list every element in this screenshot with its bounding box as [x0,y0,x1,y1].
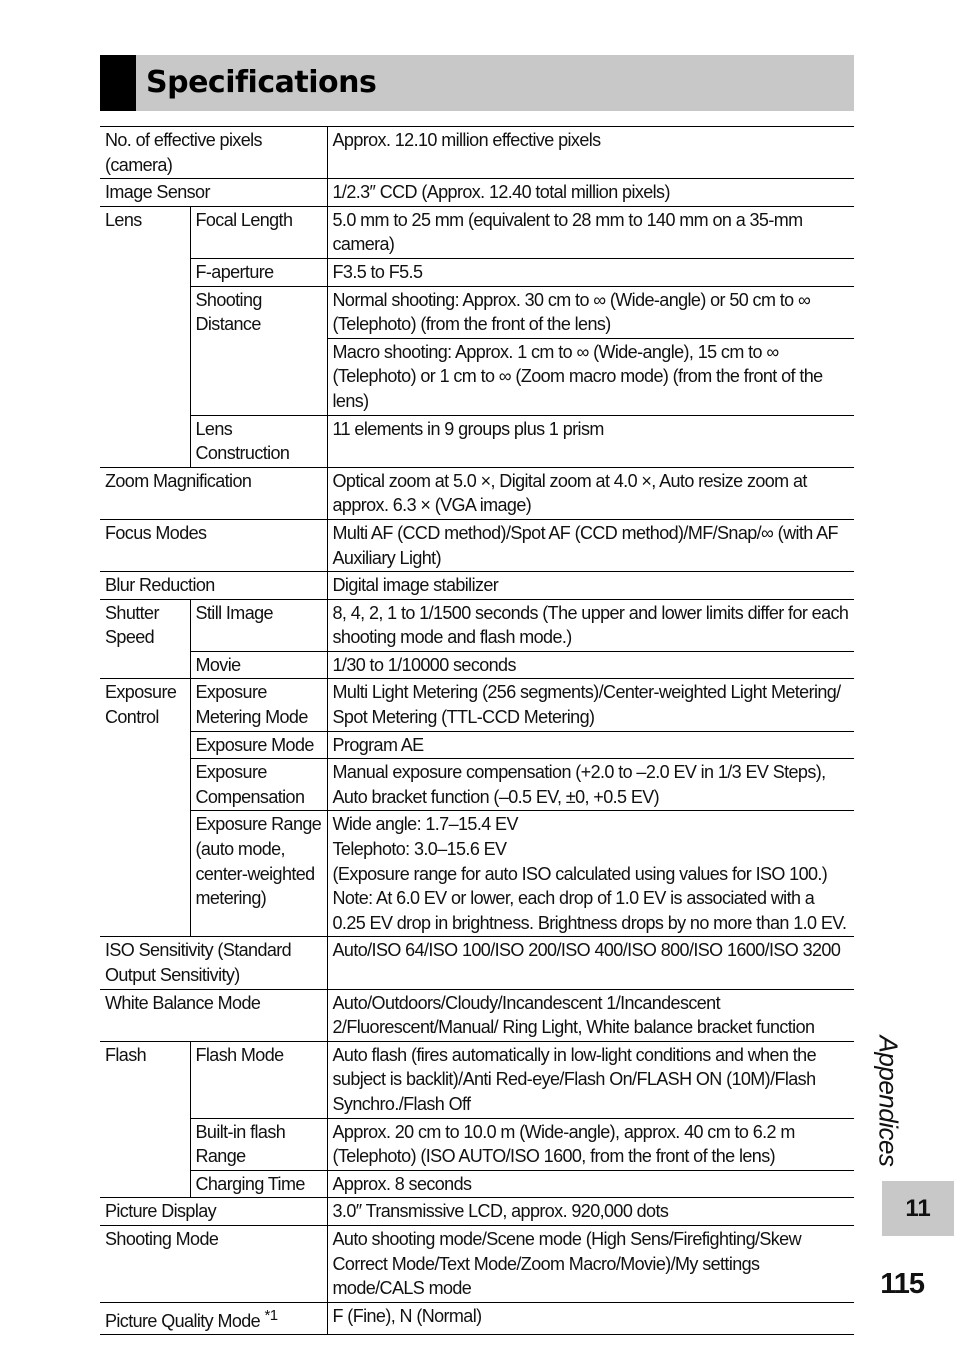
page-title: Specifications [146,65,377,100]
spec-label: Still Image [190,599,327,651]
section-side-label [866,1035,910,1167]
table-row [100,286,854,338]
spec-value: Multi AF (CCD method)/Spot AF (CCD method)/MF/Snap/∞ (with AF Auxiliary Light) [327,519,854,571]
table-row [100,519,854,571]
spec-label: Exposure Metering Mode [190,679,327,731]
spec-value: 5.0 mm to 25 mm (equivalent to 28 mm to 140 mm on a 35-mm camera) [327,206,854,258]
spec-value: Wide angle: 1.7–15.4 EV Telephoto: 3.0–15.6 EV (Exposure range for auto ISO calculated using values for ISO 100.) Note: At 6.0 EV or lower, each drop of 1.0 EV is associated with a 0.25 EV drop in brightness. Brightness drops by no more than 1.0 EV. [327,811,854,937]
table-row [100,415,854,467]
spec-value: Approx. 20 cm to 10.0 m (Wide-angle), approx. 40 cm to 6.2 m (Telephoto) (ISO AUTO/ISO 1600, from the front of the lens) [327,1118,854,1170]
spec-label: Built-in flash Range [190,1118,327,1170]
spec-value: Optical zoom at 5.0 ×, Digital zoom at 4.0 ×, Auto resize zoom at approx. 6.3 × (VGA image) [327,467,854,519]
spec-value: Approx. 12.10 million effective pixels [327,127,854,179]
spec-label: Charging Time [190,1170,327,1198]
table-row [100,1118,854,1170]
spec-value: F (Fine), N (Normal) [327,1302,854,1335]
spec-group-label: Flash [100,1041,190,1198]
spec-value: Auto shooting mode/Scene mode (High Sens/Firefighting/Skew Correct Mode/Text Mode/Zoom Macro/Movie)/My settings mode/CALS mode [327,1225,854,1302]
table-row [100,179,854,207]
spec-group-label: Shutter Speed [100,599,190,679]
spec-value: Digital image stabilizer [327,572,854,600]
spec-label: Lens Construction [190,415,327,467]
table-row [100,127,854,179]
spec-label: Exposure Mode [190,731,327,759]
spec-value: Program AE [327,731,854,759]
section-header-marker [100,55,136,111]
table-row [100,679,854,731]
table-row [100,572,854,600]
spec-value: Manual exposure compensation (+2.0 to –2.0 EV in 1/3 EV Steps), Auto bracket function (–0.5 EV, ±0, +0.5 EV) [327,759,854,811]
table-row [100,1170,854,1198]
table-row [100,599,854,651]
spec-value: Auto flash (fires automatically in low-light conditions and when the subject is backlit)/Anti Red-eye/Flash On/FLASH ON (10M)/Flash Synchro./Flash Off [327,1041,854,1118]
table-row [100,467,854,519]
footnote-marker: *1 [264,1306,278,1324]
spec-label: No. of effective pixels (camera) [100,127,327,179]
table-row [100,811,854,937]
spec-label: Movie [190,651,327,679]
table-row [100,206,854,258]
spec-label: Shooting Mode [100,1225,327,1302]
table-row [100,1302,854,1335]
spec-label: Zoom Magnification [100,467,327,519]
spec-label: Flash Mode [190,1041,327,1118]
spec-value: 1/2.3″ CCD (Approx. 12.40 total million pixels) [327,179,854,207]
table-row [100,937,854,989]
spec-label: Focal Length [190,206,327,258]
appendices-label: Appendices [873,1035,904,1167]
spec-value: Auto/ISO 64/ISO 100/ISO 200/ISO 400/ISO 800/ISO 1600/ISO 3200 [327,937,854,989]
specifications-table [100,126,854,1335]
spec-value: 1/30 to 1/10000 seconds [327,651,854,679]
spec-value: 11 elements in 9 groups plus 1 prism [327,415,854,467]
spec-group-label: Exposure Control [100,679,190,937]
spec-label: F-aperture [190,258,327,286]
spec-label: ISO Sensitivity (Standard Output Sensitivity) [100,937,327,989]
table-row [100,759,854,811]
spec-label: Focus Modes [100,519,327,571]
spec-value: Auto/Outdoors/Cloudy/Incandescent 1/Incandescent 2/Fluorescent/Manual/ Ring Light, White balance bracket function [327,989,854,1041]
table-row [100,989,854,1041]
table-row [100,1225,854,1302]
spec-label: Shooting Distance [190,286,327,415]
spec-label-cell [100,1302,327,1335]
spec-label: Picture Display [100,1198,327,1226]
spec-group-label: Lens [100,206,190,467]
spec-value: F3.5 to F5.5 [327,258,854,286]
spec-value: Multi Light Metering (256 segments)/Center-weighted Light Metering/ Spot Metering (TTL-CCD Metering) [327,679,854,731]
spec-value: 8, 4, 2, 1 to 1/1500 seconds (The upper and lower limits differ for each shooting mode and flash mode.) [327,599,854,651]
spec-label: Exposure Range (auto mode, center-weighted metering) [190,811,327,937]
table-row [100,258,854,286]
spec-value: 3.0″ Transmissive LCD, approx. 920,000 dots [327,1198,854,1226]
chapter-tab: 11 [882,1181,954,1236]
spec-label: White Balance Mode [100,989,327,1041]
spec-label: Image Sensor [100,179,327,207]
table-row [100,651,854,679]
spec-value: Macro shooting: Approx. 1 cm to ∞ (Wide-angle), 15 cm to ∞ (Telephoto) or 1 cm to ∞ (Zoom macro mode) (from the front of the lens) [327,338,854,415]
spec-value: Normal shooting: Approx. 30 cm to ∞ (Wide-angle) or 50 cm to ∞ (Telephoto) (from the front of the lens) [327,286,854,338]
spec-label: Picture Quality Mode [105,1310,261,1331]
page-number: 115 [880,1268,924,1300]
table-row [100,1041,854,1118]
table-row [100,1198,854,1226]
spec-label: Exposure Compensation [190,759,327,811]
spec-label: Blur Reduction [100,572,327,600]
table-row [100,731,854,759]
spec-value: Approx. 8 seconds [327,1170,854,1198]
